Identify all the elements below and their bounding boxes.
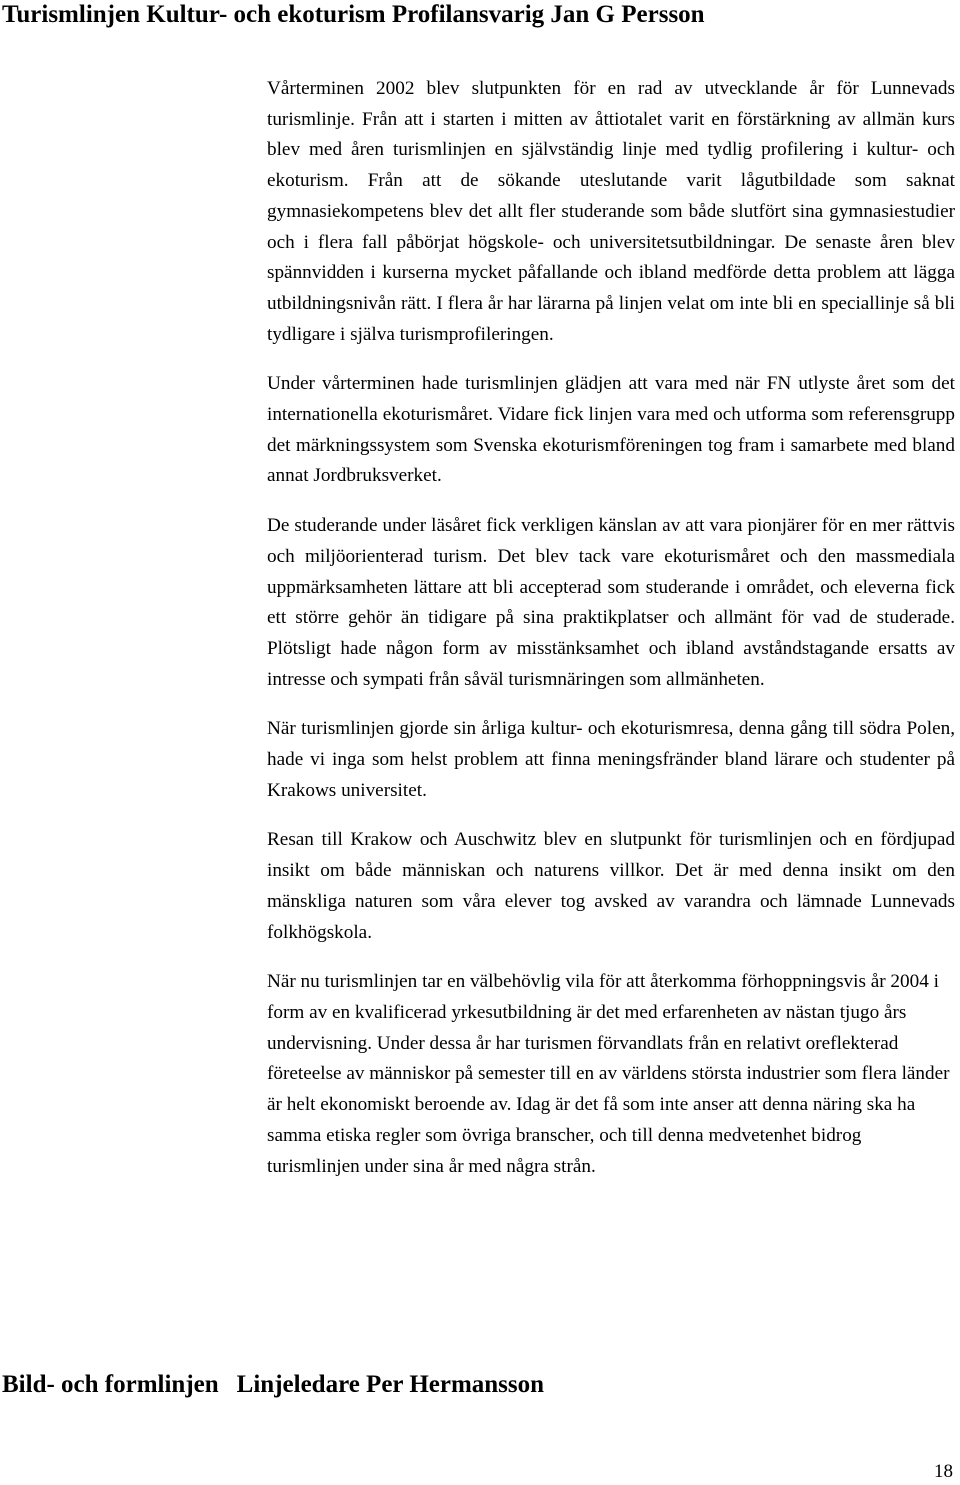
- section-heading-bild-och-form: [2, 1370, 544, 1400]
- paragraph-4: När turismlinjen gjorde sin årliga kultur- och ekoturismresa, denna gång till södra Polen, hade vi inga som helst problem att finna meningsfränder bland lärare och studenter på Krakows universitet.: [267, 718, 955, 801]
- page-number: 18: [934, 1461, 953, 1482]
- paragraph-1: Vårterminen 2002 blev slutpunkten för en rad av utvecklande år för Lunnevads turismlinje. Från att i starten i mitten av åttiotalet varit en förstärkning av allmän kurs blev med åren turismlinjen en självständig linje med tydlig profilering i kultur- och ekoturism. Från att de sökande uteslutande varit lågutbildade som saknat gymnasiekompetens blev det allt fler studerande som både slutfört sina gymnasiestudier och i flera fall påbörjat högskole- och universitetsutbildningar. De senaste åren blev spännvidden i kurserna mycket påfallande och ibland medförde detta problem att lägga utbildningsnivån rätt. I flera år har lärarna på linjen velat om inte bli en speciallinje så bli tydligare i själva turismprofileringen.: [267, 78, 955, 345]
- paragraph-6: När nu turismlinjen tar en välbehövlig vila för att återkomma förhoppningsvis år 2004 i form av en kvalificerad yrkesutbildning är det med erfarenheten av nästan tjugo års undervisning. Under dessa år har turismen förvandlats från en relativt oreflekterad företeelse av människor på semester till en av världens största industrier som flera länder är helt ekonomiskt beroende av. Idag är det få som inte anser att denna näring ska ha samma etiska regler som övriga branscher, och till denna medvetenhet bidrog turismlinjen under sina år med några strån.: [267, 971, 950, 1177]
- article-body: [267, 74, 955, 1201]
- paragraph-3: De studerande under läsåret fick verkligen känslan av att vara pionjärer för en mer rättvis och miljöorienterad turism. Det blev tack vare ekoturismåret och den massmediala uppmärksamheten lättare att bli accepterad som studerande i området, och eleverna fick ett större gehör än tidigare på sina praktikplatser och allmänt för vad de studerade. Plötsligt hade någon form av misstänksamhet och ibland avståndstagande ersatts av intresse och sympati från såväl turismnäringen som allmänheten.: [267, 515, 955, 690]
- paragraph-5: Resan till Krakow och Auschwitz blev en slutpunkt för turismlinjen och en fördjupad insikt om både människan och naturens villkor. Det är med denna insikt om den mänskliga naturen som våra elever tog avsked av varandra och lämnade Lunnevads folkhögskola.: [267, 829, 955, 943]
- section-heading-turismlinjen: Turismlinjen Kultur- och ekoturism Profilansvarig Jan G Persson: [2, 1, 705, 28]
- section-leader: Linjeledare Per Hermansson: [236, 1371, 545, 1398]
- paragraph-2: Under vårterminen hade turismlinjen glädjen att vara med när FN utlyste året som det internationella ekoturismåret. Vidare fick linjen vara med och utforma som referensgrupp det märkningssystem som Svenska ekoturismföreningen tog fram i samarbete med bland annat Jordbruksverket.: [267, 373, 955, 487]
- section-subject: Bild- och formlinjen: [2, 1371, 219, 1398]
